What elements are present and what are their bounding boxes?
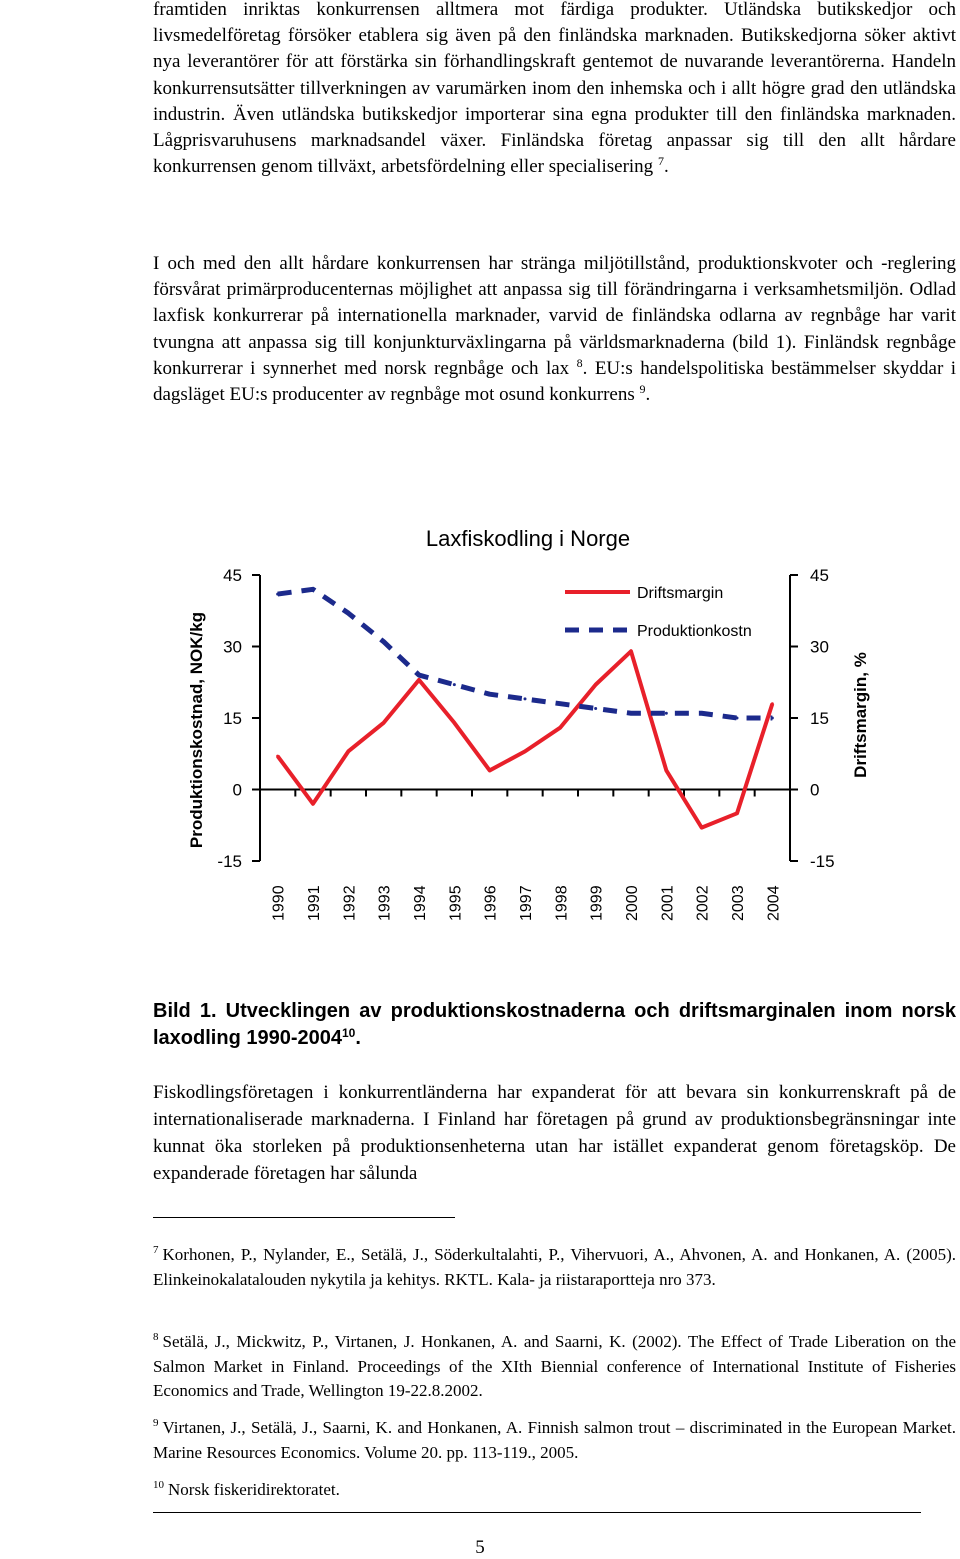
footnote-ref-10[interactable]: 10 (341, 1026, 356, 1040)
footnote-ref-9[interactable]: 9 (639, 382, 646, 397)
footnote-number: 10 (153, 1479, 164, 1491)
x-tick-label: 2002 (694, 885, 712, 921)
line-chart (0, 515, 960, 935)
data-point-produktionkostn (418, 674, 421, 677)
data-point-driftsmargin (276, 755, 279, 758)
footnote-ref-7[interactable]: 7 (657, 154, 664, 169)
footnote-number: 7 (153, 1244, 159, 1256)
y-tick-label-left: 30 (223, 637, 242, 657)
paragraph-text: framtiden inriktas konkurrensen alltmera mot färdiga produkter. Utländska butikskedjor och livsmedelföretag försöker etablera sig även på den finländska marknaden. Butikskedjorna söker aktivt nya leverantörer för att förstärka sin förhandlingskraft gentemot de nuvarande leverantörerna. Handeln konkurrensutsätter tillverkningen av varumärken inom den inhemska och i allt högre grad den utländska industrin. Även utländska butikskedjor importerar sina egna produkter till den finländska marknaden. Lågprisvaruhusens marknadsandel växer. Finländska företag anpassar sig till den allt hårdare konkurrensen genom tillväxt, arbetsfördelning eller specialisering (153, 0, 956, 178)
data-point-produktionkostn (700, 712, 703, 715)
data-point-driftsmargin (665, 769, 668, 772)
footnote-7 (153, 1243, 956, 1292)
x-tick-label: 2001 (659, 885, 677, 921)
y-axis-right-label: Driftsmargin, % (851, 652, 870, 778)
data-point-produktionkostn (594, 707, 597, 710)
footnote-ref-8[interactable]: 8 (576, 355, 583, 370)
x-tick-label: 1993 (376, 885, 394, 921)
data-point-produktionkostn (453, 683, 456, 686)
data-point-driftsmargin (312, 802, 315, 805)
data-point-produktionkostn (276, 593, 279, 596)
data-point-driftsmargin (453, 721, 456, 724)
caption-text: . (355, 1027, 361, 1049)
data-point-driftsmargin (488, 769, 491, 772)
body-paragraph-1 (153, 0, 956, 180)
footnote-9 (153, 1416, 956, 1465)
footnote-number: 9 (153, 1417, 159, 1429)
chart-canvas (0, 515, 960, 935)
data-point-driftsmargin (382, 721, 385, 724)
y-tick-label-left: -15 (217, 852, 242, 871)
data-point-produktionkostn (665, 712, 668, 715)
data-point-produktionkostn (382, 640, 385, 643)
body-paragraph-2 (153, 251, 956, 408)
x-tick-label: 2000 (624, 885, 641, 921)
y-tick-label-right: -15 (810, 852, 835, 871)
footnote-text: Virtanen, J., Setälä, J., Saarni, K. and Honkanen, A. Finnish salmon trout – discriminated in the European Market. Marine Resources Economics. Volume 20. pp. 113-119., 2005. (153, 1418, 956, 1462)
paragraph-text: . (645, 384, 651, 406)
page-number: 5 (475, 1537, 485, 1558)
y-axis-left-label: Produktionskostnad, NOK/kg (187, 611, 206, 849)
x-tick-label: 1997 (518, 885, 535, 921)
data-point-produktionkostn (559, 702, 562, 705)
data-point-produktionkostn (312, 588, 315, 591)
x-tick-label: 1999 (588, 885, 606, 921)
data-point-driftsmargin (347, 750, 350, 753)
data-point-produktionkostn (630, 712, 633, 715)
paragraph-text: I och med den allt hårdare konkurrensen har stränga miljötillstånd, produktionskvoter och -reglering försvårat primärproducenternas möjlighet att anpassa sig till förändringarna i verksamhetsmiljön. Odlad laxfisk konkurrerar på internationella marknader, varvid de finländska odlarna av regnbåge har varit tvungna att anpassa sig till konjunkturväxlingarna på världsmarknaderna (bild 1). Finländsk regnbåge konkurrerar i synnerhet med norsk regnbåge och lax (153, 253, 956, 379)
data-point-produktionkostn (488, 693, 491, 696)
y-tick-label-right: 15 (810, 709, 829, 728)
paragraph-text: . EU:s handelspolitiska bestämmelser skyddar i dagsläget EU:s producenter av regnbåge mot osund konkurrens (153, 357, 956, 406)
plot-area (217, 566, 834, 921)
y-tick-label-left: 15 (223, 709, 242, 728)
legend-label: Driftsmargin (637, 585, 724, 602)
data-point-driftsmargin (559, 726, 562, 729)
data-point-driftsmargin (630, 650, 633, 653)
x-tick-label: 1996 (482, 885, 500, 921)
caption-text: Bild 1. Utvecklingen av produktionskostnaderna och driftsmarginalen inom norsk laxodling 1990-2004 (153, 1000, 956, 1049)
y-tick-label-left: 45 (223, 566, 242, 585)
figure-caption (153, 998, 956, 1052)
x-tick-label: 1994 (412, 885, 429, 921)
x-tick-label: 1998 (553, 885, 571, 921)
series-line-driftsmargin (278, 651, 773, 827)
data-point-produktionkostn (771, 717, 774, 720)
chart-title: Laxfiskodling i Norge (425, 526, 631, 551)
footnote-10 (153, 1478, 956, 1503)
data-point-produktionkostn (347, 612, 350, 615)
footer-rule (153, 1512, 921, 1513)
data-point-driftsmargin (771, 702, 774, 705)
data-point-driftsmargin (700, 826, 703, 829)
x-tick-label: 1991 (306, 885, 323, 921)
y-tick-label-right: 0 (810, 780, 820, 800)
footnote-number: 8 (153, 1331, 159, 1343)
body-paragraph-3: Fiskodlingsföretagen i konkurrentländerna har expanderat för att bevara sin konkurrenskraft på de internationaliserade marknaderna. I Finland har företagen på grund av produktionsbegränsningar inte kunnat öka storleken på produktionsenheterna utan har istället expanderat genom företagsköp. De expanderade företagen har sålunda (153, 1082, 956, 1184)
x-tick-label: 1992 (341, 885, 359, 921)
data-point-driftsmargin (736, 812, 739, 815)
data-point-driftsmargin (524, 750, 527, 753)
x-tick-label: 2003 (730, 885, 747, 921)
footnote-text: Norsk fiskeridirektoratet. (168, 1480, 340, 1499)
footnote-text: Setälä, J., Mickwitz, P., Virtanen, J. Honkanen, A. and Saarni, K. (2002). The Effect of Trade Liberation on the Salmon Market in Finland. Proceedings of the XIth Biennial conference of International Institute of Fisheries Economics and Trade, Wellington 19-22.8.2002. (153, 1332, 956, 1400)
x-tick-label: 1990 (270, 885, 288, 921)
footnote-8 (153, 1330, 956, 1404)
y-tick-label-left: 0 (232, 780, 242, 800)
footnote-separator (153, 1217, 455, 1218)
legend-label: Produktionkostn (637, 623, 752, 640)
y-tick-label-right: 45 (810, 566, 829, 585)
x-tick-label: 1995 (447, 885, 465, 921)
paragraph-text: . (663, 156, 669, 178)
data-point-driftsmargin (418, 678, 421, 681)
footnote-text: Korhonen, P., Nylander, E., Setälä, J., Söderkultalahti, P., Vihervuori, A., Ahvonen, A. and Honkanen, A. (2005). Elinkeinokalatalouden nykytila ja kehitys. RKTL. Kala- ja riistaraportteja nro 373. (153, 1245, 956, 1289)
data-point-produktionkostn (736, 717, 739, 720)
data-point-produktionkostn (524, 697, 527, 700)
x-tick-label: 2004 (765, 885, 783, 921)
data-point-driftsmargin (594, 683, 597, 686)
y-tick-label-right: 30 (810, 637, 829, 657)
